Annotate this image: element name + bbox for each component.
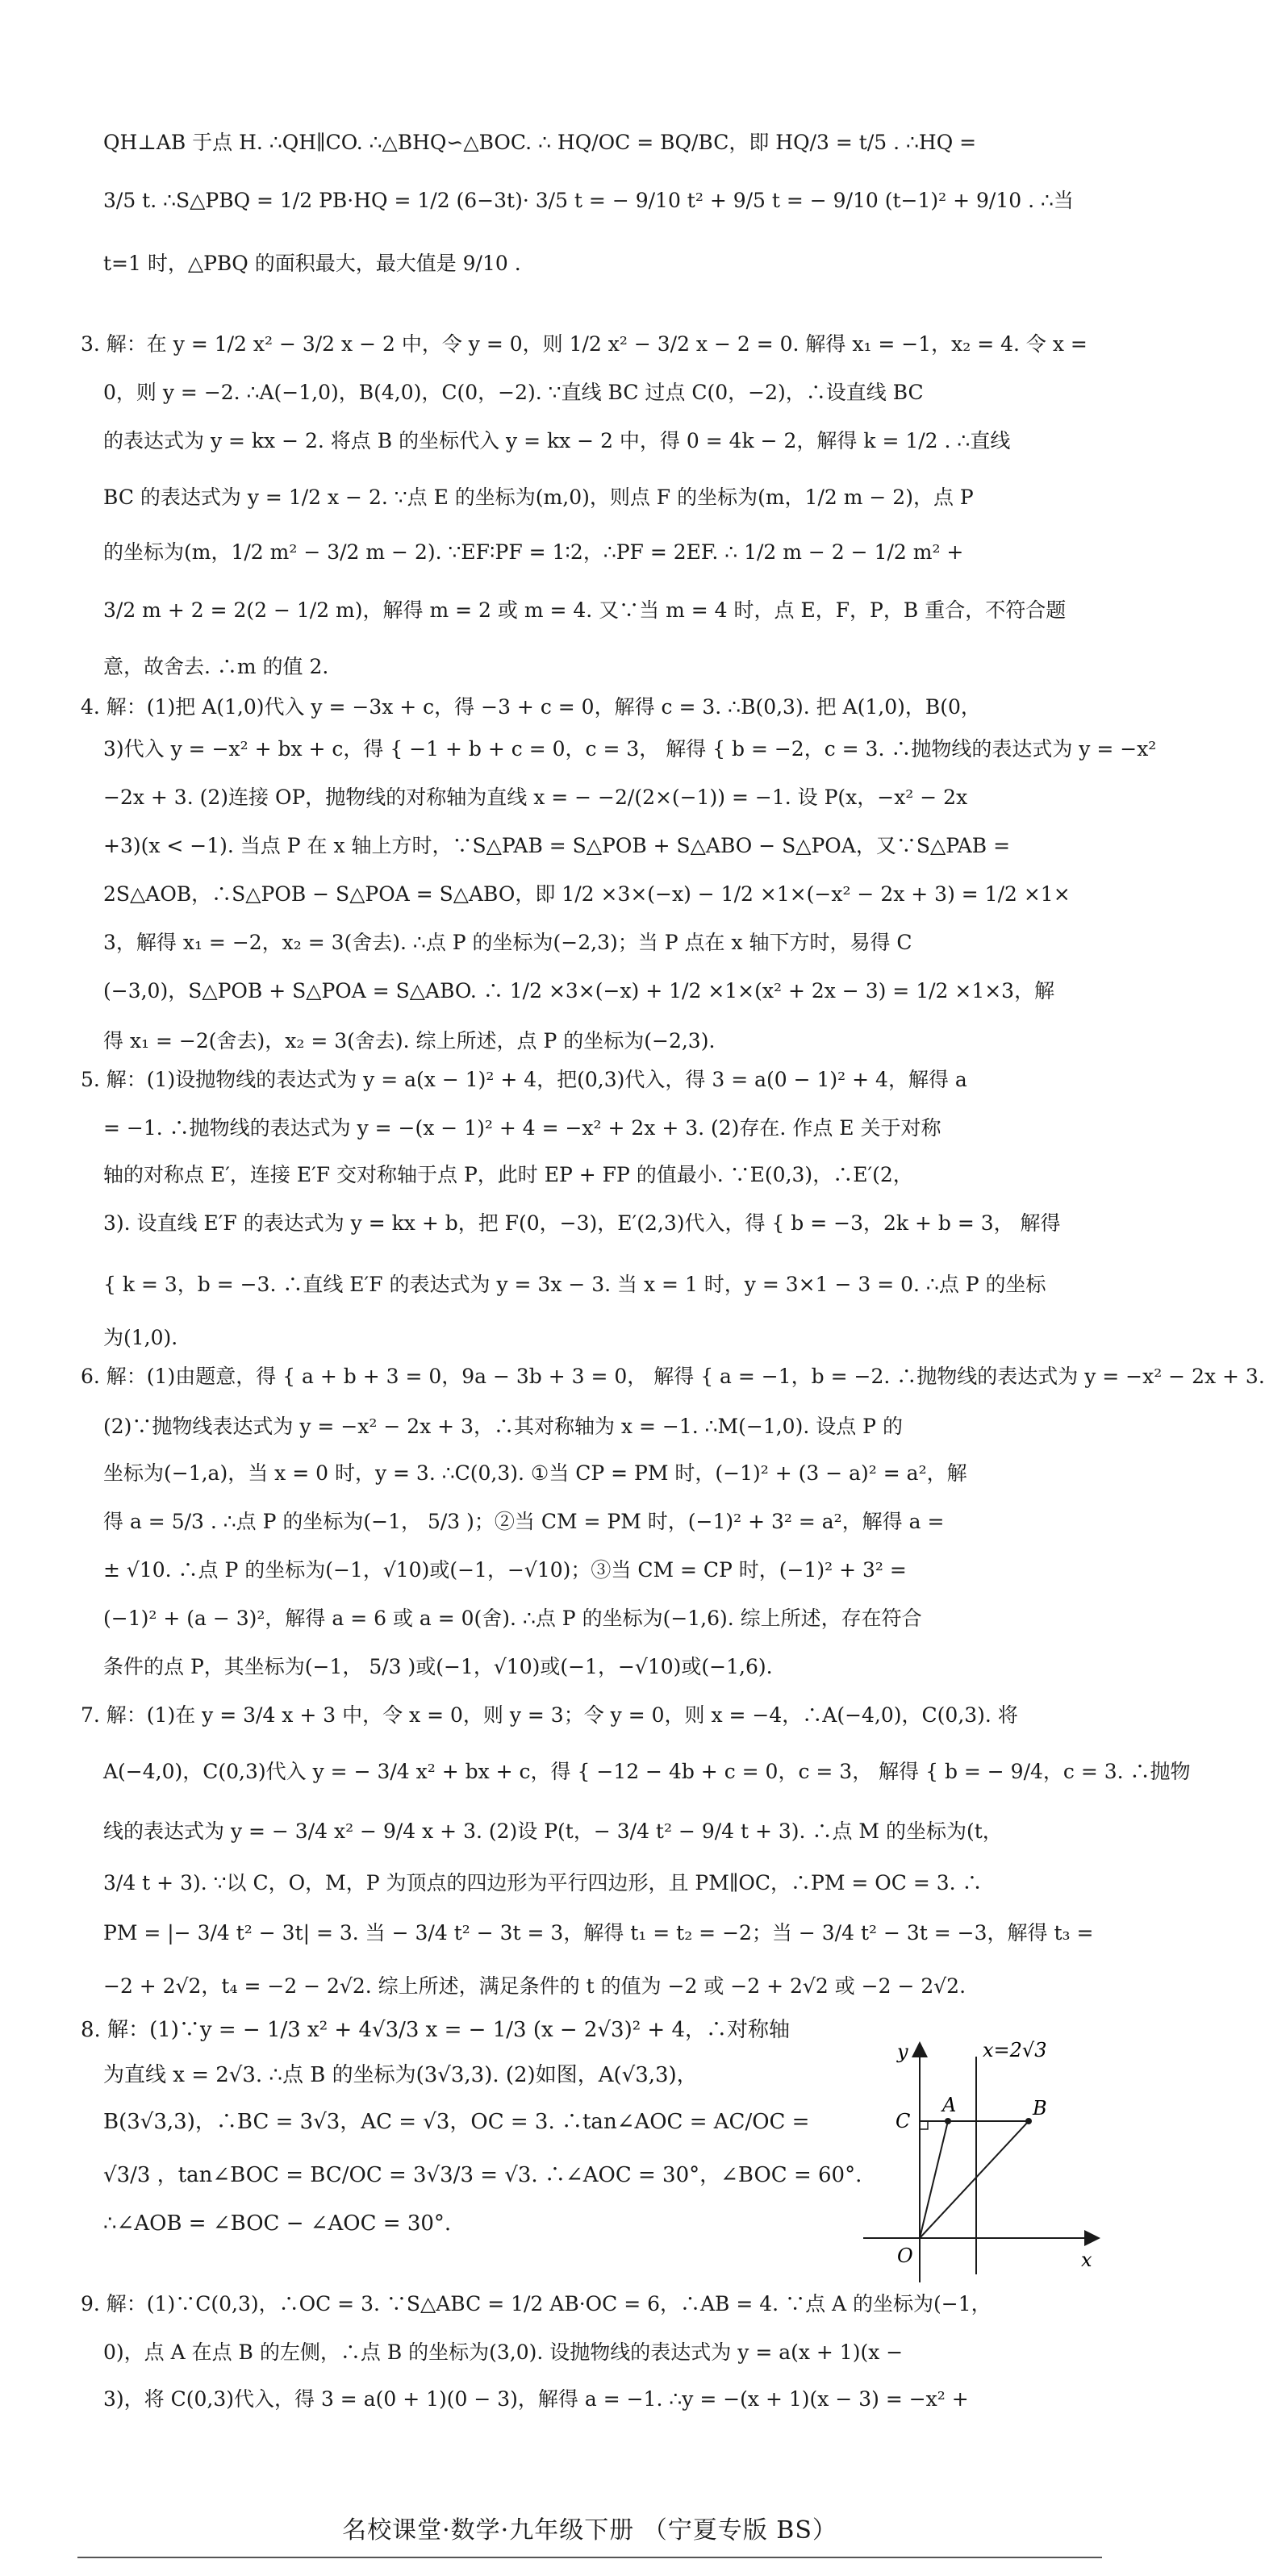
origin-label: O	[897, 2245, 913, 2267]
text-line: 3). 设直线 E′F 的表达式为 y = kx + b，把 F(0，−3)，E′(2,3)代入，得 { b = −3，2k + b = 3， 解得	[103, 1211, 1061, 1235]
text-line: = −1. ∴抛物线的表达式为 y = −(x − 1)² + 4 = −x² + 2x + 3. (2)存在. 作点 E 关于对称	[103, 1116, 941, 1140]
text-line: (−1)² + (a − 3)²，解得 a = 6 或 a = 0(舍). ∴点 P 的坐标为(−1,6). 综上所述，存在符合	[103, 1607, 922, 1630]
text-line: 4. 解：(1)把 A(1,0)代入 y = −3x + c，得 −3 + c = 0，解得 c = 3. ∴B(0,3). 把 A(1,0)，B(0，	[81, 695, 981, 719]
text-line: 条件的点 P，其坐标为(−1， 5/3 )或(−1，√10)或(−1，−√10)或(−1,6).	[103, 1655, 773, 1678]
text-line: 的坐标为(m，1/2 m² − 3/2 m − 2). ∵EF∶PF = 1∶2，∴PF = 2EF. ∴ 1/2 m − 2 − 1/2 m² +	[103, 540, 964, 564]
point-b-label: B	[1033, 2097, 1047, 2120]
text-line: 0，则 y = −2. ∴A(−1,0)，B(4,0)，C(0，−2). ∵直线 BC 过点 C(0，−2)，∴设直线 BC	[103, 381, 924, 404]
text-line: −2 + 2√2，t₄ = −2 − 2√2. 综上所述，满足条件的 t 的值为 −2 或 −2 + 2√2 或 −2 − 2√2.	[103, 1974, 966, 1998]
text-line: 线的表达式为 y = − 3/4 x² − 9/4 x + 3. (2)设 P(t，− 3/4 t² − 9/4 t + 3). ∴点 M 的坐标为(t，	[103, 1819, 1003, 1843]
point-b-dot	[1025, 2118, 1032, 2124]
segment-oa	[920, 2121, 948, 2238]
text-line: 0)，点 A 在点 B 的左侧，∴点 B 的坐标为(3,0). 设抛物线的表达式为 y = a(x + 1)(x −	[103, 2340, 904, 2364]
coordinate-figure	[839, 2032, 1105, 2290]
text-line: 2S△AOB，∴S△POB − S△POA = S△ABO，即 1/2 ×3×(−x) − 1/2 ×1×(−x² − 2x + 3) = 1/2 ×1×	[103, 882, 1071, 906]
text-line: 3，解得 x₁ = −2，x₂ = 3(舍去). ∴点 P 的坐标为(−2,3)；当 P 点在 x 轴下方时，易得 C	[103, 931, 912, 954]
point-a-label: A	[942, 2094, 957, 2116]
text-line: ± √10. ∴点 P 的坐标为(−1，√10)或(−1，−√10)；③当 CM = CP 时，(−1)² + 3² =	[103, 1558, 907, 1582]
point-a-dot	[945, 2118, 951, 2124]
text-line: (2)∵抛物线表达式为 y = −x² − 2x + 3，∴其对称轴为 x = −1. ∴M(−1,0). 设点 P 的	[103, 1415, 903, 1438]
page-footer: 名校课堂·数学·九年级下册 （宁夏专版 BS）	[342, 2516, 837, 2545]
text-line: 的表达式为 y = kx − 2. 将点 B 的坐标代入 y = kx − 2 中，得 0 = 4k − 2，解得 k = 1/2 . ∴直线	[103, 429, 1011, 452]
text-line: 3/4 t + 3). ∵以 C，O，M，P 为顶点的四边形为平行四边形，且 PM∥OC，∴PM = OC = 3. ∴	[103, 1871, 983, 1894]
text-line: QH⊥AB 于点 H. ∴QH∥CO. ∴△BHQ∽△BOC. ∴ HQ/OC = BQ/BC，即 HQ/3 = t/5 . ∴HQ =	[103, 131, 977, 154]
text-line: 3)代入 y = −x² + bx + c，得 { −1 + b + c = 0，c = 3， 解得 { b = −2，c = 3. ∴抛物线的表达式为 y = −x²	[103, 737, 1157, 761]
point-c-label: C	[896, 2110, 911, 2132]
text-line: ∴∠AOB = ∠BOC − ∠AOC = 30°.	[103, 2211, 452, 2236]
text-line: 6. 解：(1)由题意，得 { a + b + 3 = 0，9a − 3b + 3 = 0， 解得 { a = −1，b = −2. ∴抛物线的表达式为 y = −x² − 2x + 3.	[81, 1365, 1265, 1388]
right-angle-mark	[920, 2121, 928, 2129]
segment-ob	[920, 2121, 1029, 2238]
text-line: PM = |− 3/4 t² − 3t| = 3. 当 − 3/4 t² − 3t = 3，解得 t₁ = t₂ = −2；当 − 3/4 t² − 3t = −3，解得 t₃ =	[103, 1921, 1094, 1945]
text-line: (−3,0)，S△POB + S△POA = S△ABO. ∴ 1/2 ×3×(−x) + 1/2 ×1×(x² + 2x − 3) = 1/2 ×1×3，解	[103, 979, 1055, 1002]
text-line: 轴的对称点 E′，连接 E′F 交对称轴于点 P，此时 EP + FP 的值最小. ∵E(0,3)，∴E′(2，	[103, 1163, 913, 1186]
text-line: 得 a = 5/3 . ∴点 P 的坐标为(−1， 5/3 )；②当 CM = PM 时，(−1)² + 3² = a²，解得 a =	[103, 1510, 945, 1533]
text-line: 5. 解：(1)设抛物线的表达式为 y = a(x − 1)² + 4，把(0,3)代入，得 3 = a(0 − 1)² + 4，解得 a	[81, 1068, 967, 1091]
text-line: 为直线 x = 2√3. ∴点 B 的坐标为(3√3,3). (2)如图，A(√3,3)，	[103, 2063, 698, 2087]
text-line: 得 x₁ = −2(舍去)，x₂ = 3(舍去). 综上所述，点 P 的坐标为(−2,3).	[103, 1029, 716, 1052]
text-line: 7. 解：(1)在 y = 3/4 x + 3 中，令 x = 0，则 y = 3；令 y = 0，则 x = −4，∴A(−4,0)，C(0,3). 将	[81, 1703, 1018, 1727]
text-line: BC 的表达式为 y = 1/2 x − 2. ∵点 E 的坐标为(m,0)，则点 F 的坐标为(m，1/2 m − 2)，点 P	[103, 486, 974, 509]
text-line: 3/5 t. ∴S△PBQ = 1/2 PB·HQ = 1/2 (6−3t)· 3/5 t = − 9/10 t² + 9/5 t = − 9/10 (t−1)² + 9/10 . ∴当	[103, 189, 1074, 212]
text-line: √3/3 ，tan∠BOC = BC/OC = 3√3/3 = √3. ∴∠AOC = 30°，∠BOC = 60°.	[103, 2163, 862, 2187]
text-line: +3)(x < −1). 当点 P 在 x 轴上方时，∵S△PAB = S△POB + S△ABO − S△POA，又∵S△PAB =	[103, 834, 1011, 857]
x-axis-label: x	[1081, 2249, 1092, 2271]
text-line: t=1 时，△PBQ 的面积最大，最大值是 9/10 .	[103, 252, 521, 275]
text-line: { k = 3，b = −3. ∴直线 E′F 的表达式为 y = 3x − 3. 当 x = 1 时，y = 3×1 − 3 = 0. ∴点 P 的坐标	[103, 1273, 1046, 1296]
symmetry-axis-label: x=2√3	[983, 2039, 1047, 2061]
text-line: 意，故舍去. ∴m 的值 2.	[103, 655, 329, 678]
text-line: 3)，将 C(0,3)代入，得 3 = a(0 + 1)(0 − 3)，解得 a = −1. ∴y = −(x + 1)(x − 3) = −x² +	[103, 2387, 969, 2411]
text-line: 3. 解：在 y = 1/2 x² − 3/2 x − 2 中，令 y = 0，则 1/2 x² − 3/2 x − 2 = 0. 解得 x₁ = −1，x₂ = 4. 令 x =	[81, 332, 1088, 356]
text-line: B(3√3,3)，∴BC = 3√3，AC = √3，OC = 3. ∴tan∠AOC = AC/OC =	[103, 2110, 810, 2134]
text-line: 8. 解：(1)∵y = − 1/3 x² + 4√3/3 x = − 1/3 (x − 2√3)² + 4，∴对称轴	[81, 2018, 791, 2042]
text-line: 9. 解：(1)∵C(0,3)，∴OC = 3. ∵S△ABC = 1/2 AB·OC = 6，∴AB = 4. ∵点 A 的坐标为(−1，	[81, 2292, 992, 2315]
text-line: 坐标为(−1,a)，当 x = 0 时，y = 3. ∴C(0,3). ①当 CP = PM 时，(−1)² + (3 − a)² = a²，解	[103, 1461, 967, 1485]
text-line: 为(1,0).	[103, 1326, 178, 1349]
y-axis-label: y	[897, 2040, 908, 2063]
text-line: 3/2 m + 2 = 2(2 − 1/2 m)，解得 m = 2 或 m = 4. 又∵当 m = 4 时，点 E，F，P，B 重合，不符合题	[103, 598, 1067, 622]
footer-rule	[77, 2557, 1102, 2558]
text-line: −2x + 3. (2)连接 OP，抛物线的对称轴为直线 x = − −2/(2×(−1)) = −1. 设 P(x，−x² − 2x	[103, 786, 968, 809]
text-line: A(−4,0)，C(0,3)代入 y = − 3/4 x² + bx + c，得 { −12 − 4b + c = 0，c = 3， 解得 { b = − 9/4，c = 3. ∴抛物	[103, 1760, 1191, 1783]
